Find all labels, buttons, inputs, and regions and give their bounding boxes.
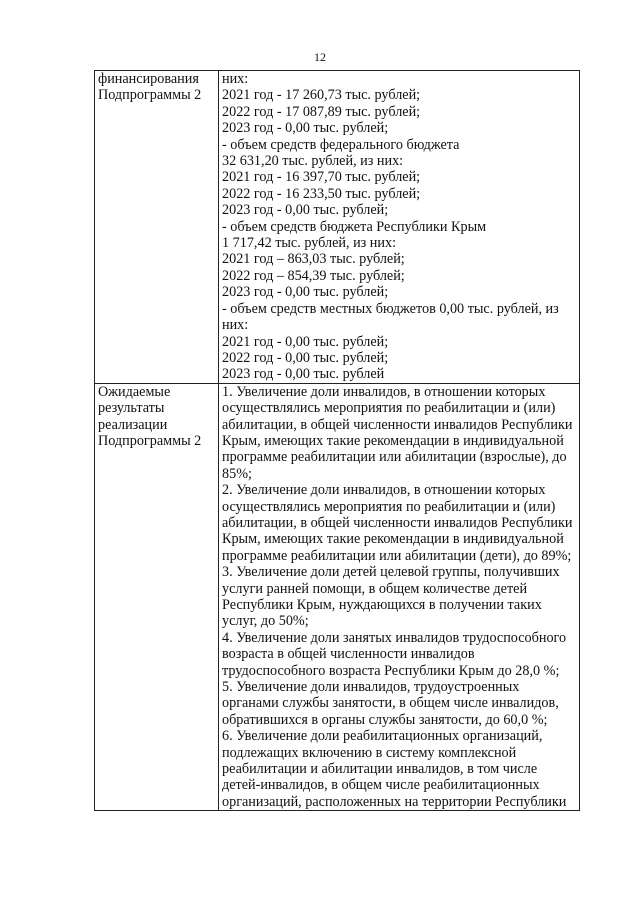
content-line: возраста в общей численности инвалидов: [222, 646, 475, 663]
content-cell-expected-results: [219, 383, 580, 811]
program-passport-table: [94, 70, 580, 811]
content-line: программе реабилитации или абилитации (дети), до 89%;: [222, 547, 572, 564]
label-line: Ожидаемые: [98, 383, 171, 400]
content-line: 5. Увеличение доли инвалидов, трудоустроенных: [222, 679, 520, 696]
label-line: финансирования: [98, 71, 199, 87]
table-row-expected-results: [95, 383, 580, 811]
content-line: них:: [222, 317, 249, 334]
content-line: абилитации, в общей численности инвалидов Республики: [222, 514, 573, 531]
content-line: 2021 год – 863,03 тыс. рублей;: [222, 251, 405, 268]
content-line: 2023 год - 0,00 тыс. рублей;: [222, 120, 389, 137]
label-line: Подпрограммы 2: [98, 87, 202, 104]
content-line: 3. Увеличение доли детей целевой группы, получивших: [222, 564, 560, 581]
content-line: - объем средств местных бюджетов 0,00 тыс. рублей, из: [222, 300, 559, 317]
content-line: 2021 год - 16 397,70 тыс. рублей;: [222, 169, 421, 186]
content-line: органами службы занятости, в общем числе инвалидов,: [222, 695, 559, 712]
content-line: 1. Увеличение доли инвалидов, в отношении которых: [222, 383, 546, 400]
content-line: 2021 год - 0,00 тыс. рублей;: [222, 333, 389, 350]
content-line: 4. Увеличение доли занятых инвалидов трудоспособного: [222, 629, 567, 646]
label-cell-expected-results: [95, 383, 219, 811]
content-cell-financing: [219, 71, 580, 384]
label-line: Подпрограммы 2: [98, 432, 202, 449]
label-cell-financing: [95, 71, 219, 384]
content-line: программе реабилитации или абилитации (взрослые), до: [222, 449, 567, 466]
content-line: 6. Увеличение доли реабилитационных организаций,: [222, 728, 543, 745]
label-line: реализации: [98, 416, 168, 433]
content-line: них:: [222, 71, 249, 87]
content-line: организаций, расположенных на территории Республики: [222, 793, 567, 810]
content-line: обратившихся в органы службы занятости, до 60,0 %;: [222, 711, 548, 728]
content-line: 2023 год - 0,00 тыс. рублей;: [222, 202, 389, 219]
content-line: Крым, имеющих такие рекомендации в индивидуальной: [222, 531, 564, 548]
content-line: подлежащих включению в систему комплексной: [222, 744, 517, 761]
content-line: 2021 год - 17 260,73 тыс. рублей;: [222, 87, 421, 104]
content-line: услуги ранней помощи, в общем количестве детей: [222, 580, 528, 597]
page-number: 12: [314, 50, 326, 64]
content-line: осуществлялись мероприятия по реабилитации и (или): [222, 498, 556, 515]
content-line: услуг, до 50%;: [222, 613, 309, 630]
content-line: 2022 год - 0,00 тыс. рублей;: [222, 349, 389, 366]
content-line: 2022 год – 854,39 тыс. рублей;: [222, 267, 405, 284]
content-line: Республики Крым, нуждающихся в получении таких: [222, 597, 542, 613]
content-line: - объем средств бюджета Республики Крым: [222, 218, 487, 235]
content-line: реабилитации и абилитации инвалидов, в том числе: [222, 761, 538, 778]
content-line: 2. Увеличение доли инвалидов, в отношении которых: [222, 482, 546, 499]
content-line: 2022 год - 17 087,89 тыс. рублей;: [222, 103, 421, 120]
content-line: 2022 год - 16 233,50 тыс. рублей;: [222, 185, 421, 202]
content-line: абилитации, в общей численности инвалидов Республики: [222, 416, 573, 433]
content-line: осуществлялись мероприятия по реабилитации и (или): [222, 400, 556, 417]
content-line: детей-инвалидов, в общем числе реабилитационных: [222, 777, 540, 794]
content-line: 85%;: [222, 465, 252, 482]
label-line: результаты: [98, 400, 165, 417]
content-line: 32 631,20 тыс. рублей, из них:: [222, 153, 404, 170]
content-line: - объем средств федерального бюджета: [222, 136, 460, 153]
content-line: трудоспособного возраста Республики Крым до 28,0 %;: [222, 662, 560, 679]
content-line: 2023 год - 0,00 тыс. рублей: [222, 366, 385, 383]
content-line: 1 717,42 тыс. рублей, из них:: [222, 235, 397, 252]
table-row-financing: [95, 71, 580, 384]
content-line: 2023 год - 0,00 тыс. рублей;: [222, 284, 389, 301]
content-line: Крым, имеющих такие рекомендации в индивидуальной: [222, 432, 564, 449]
